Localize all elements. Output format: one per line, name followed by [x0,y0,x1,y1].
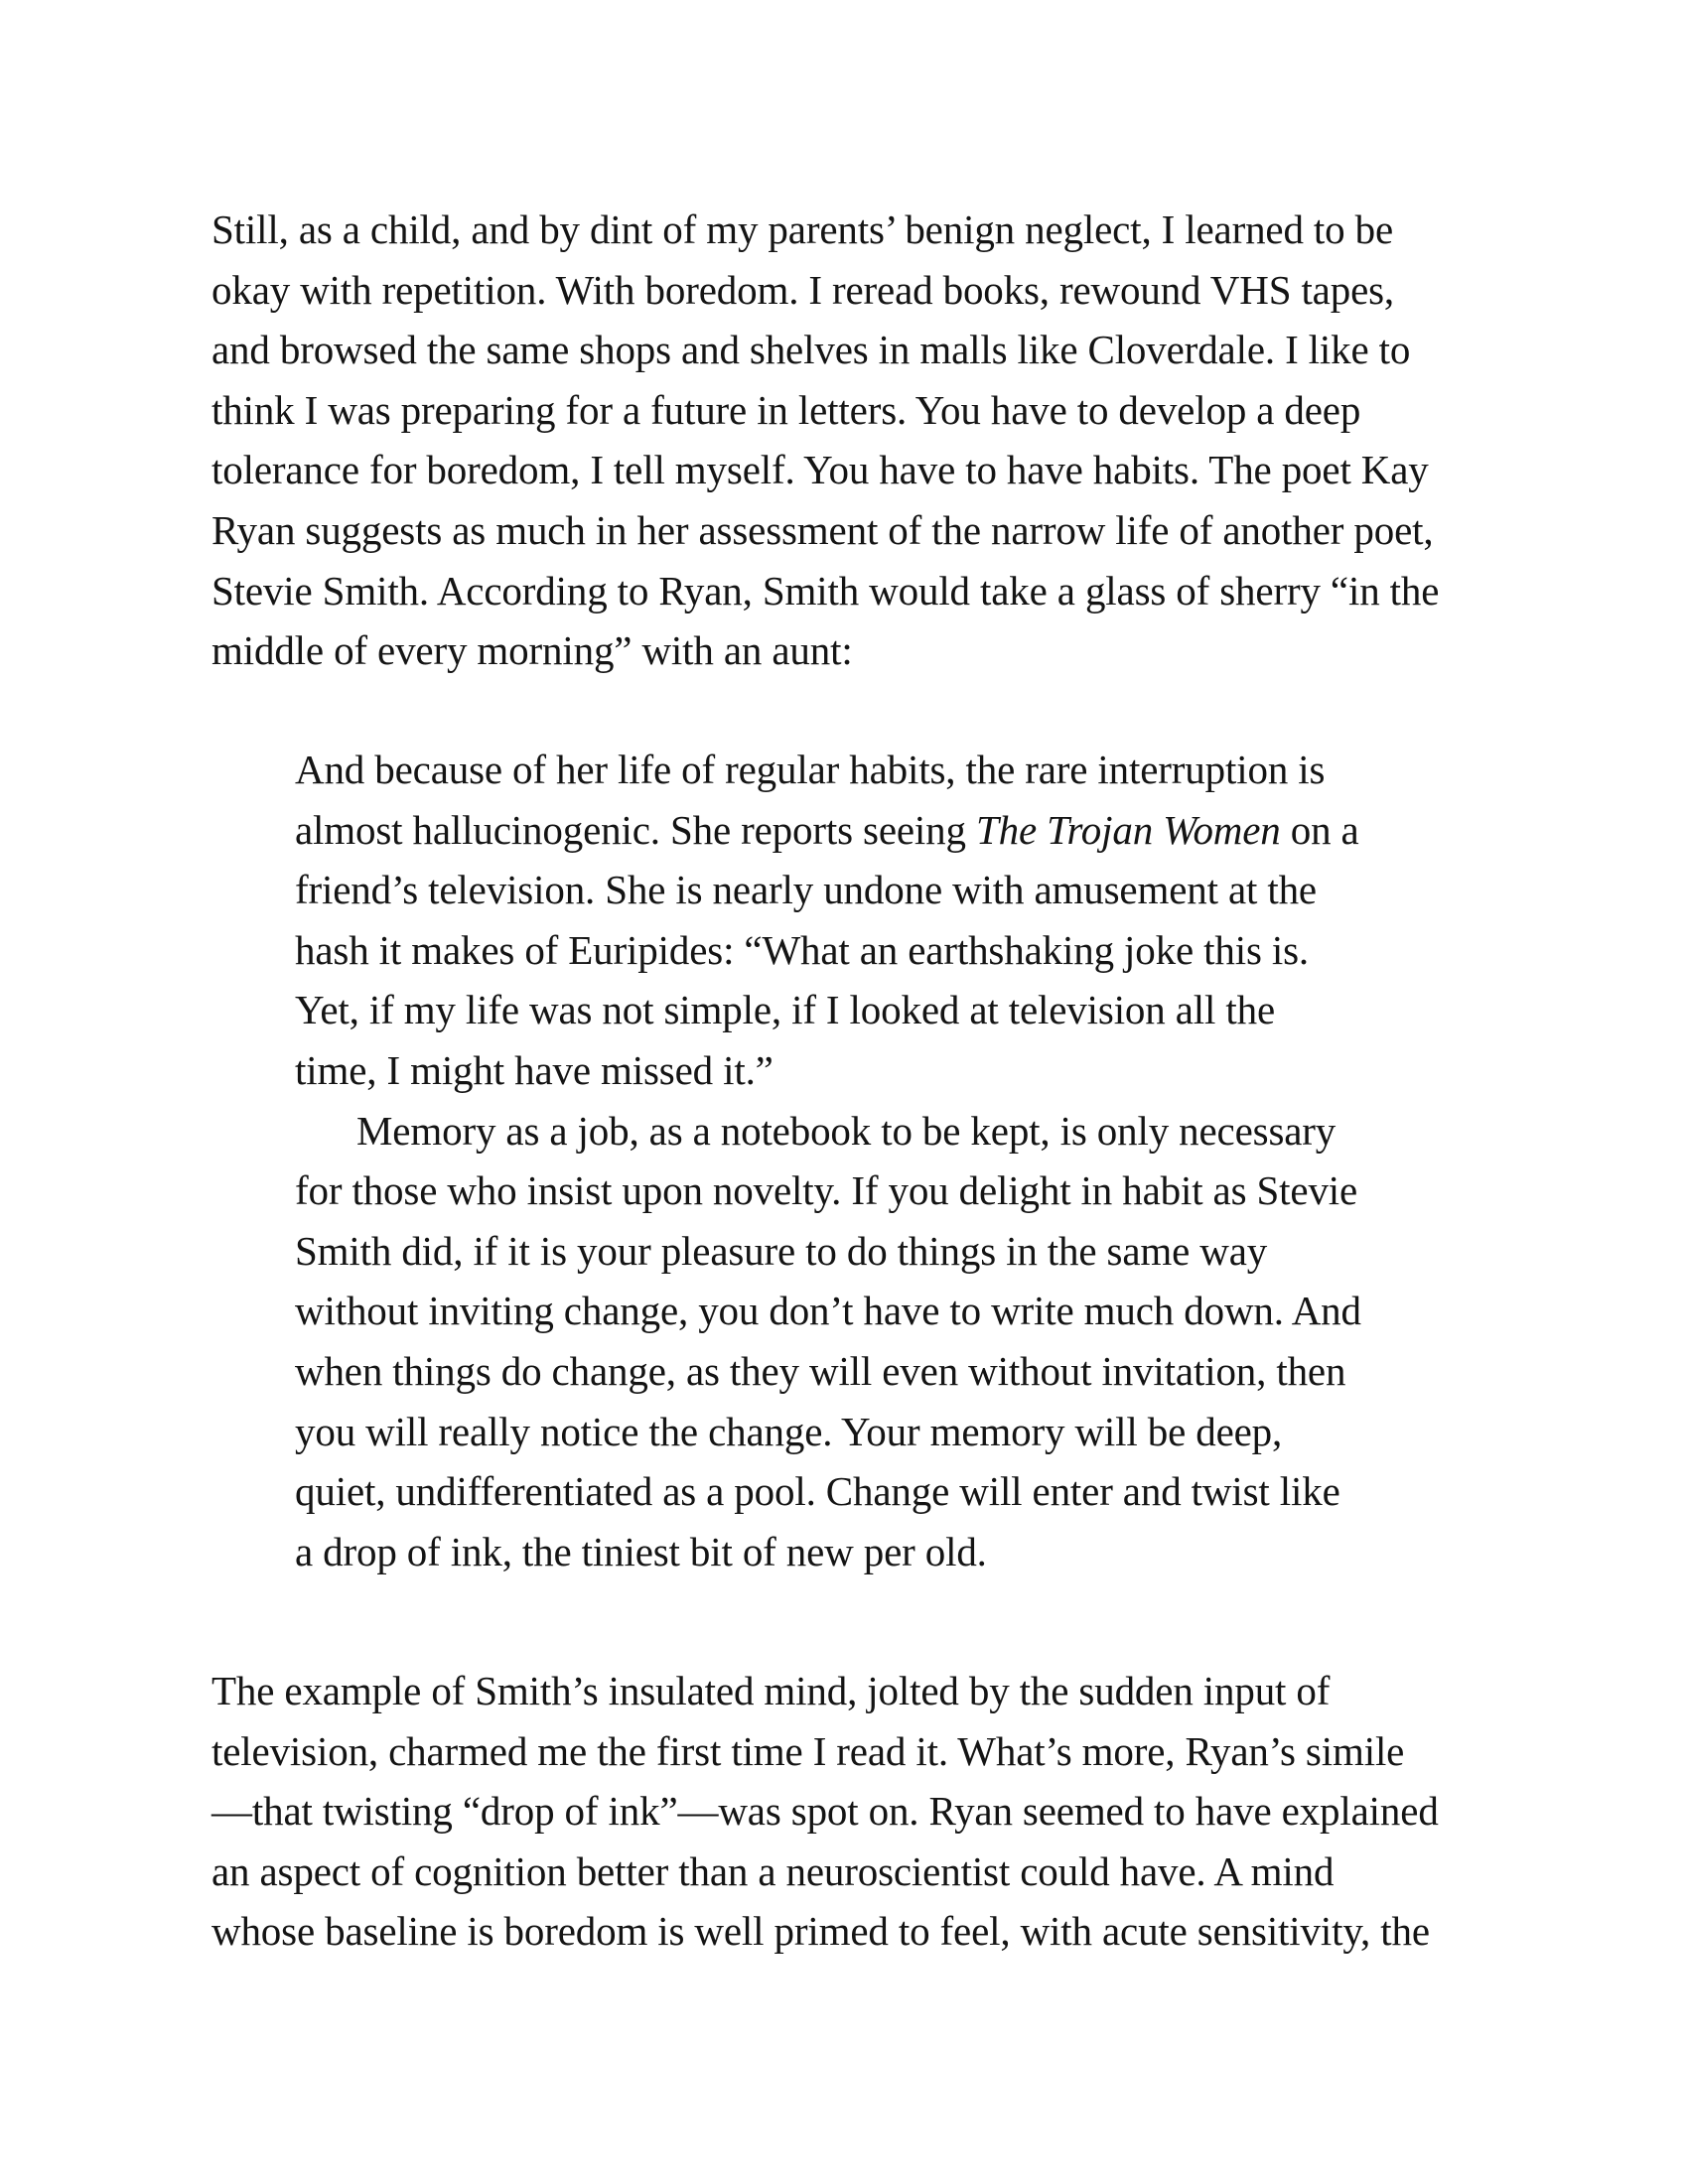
text-line: middle of every morning” with an aunt: [211,627,853,674]
text-line: Ryan suggests as much in her assessment of the narrow life of another poet, [211,506,1434,553]
quote-line: Yet, if my life was not simple, if I looked at television all the [295,987,1276,1033]
quote-line: quiet, undifferentiated as a pool. Change will enter and twist like [295,1468,1340,1515]
text-line: Still, as a child, and by dint of my parents’ benign neglect, I learned to be [211,206,1394,252]
text-line: Stevie Smith. According to Ryan, Smith would take a glass of sherry “in the [211,567,1440,614]
quote-text: almost hallucinogenic. She reports seeing [295,806,976,853]
quote-line [295,800,1447,861]
quote-line: Memory as a job, as a notebook to be kept, is only necessary [356,1107,1336,1154]
text-line: an aspect of cognition better than a neuroscientist could have. A mind [211,1847,1335,1894]
text-line: television, charmed me the first time I read it. What’s more, Ryan’s simile [211,1727,1405,1774]
quote-line: hash it makes of Euripides: “What an earthshaking joke this is. [295,926,1309,973]
block-quote [295,740,1447,1581]
text-line: think I was preparing for a future in letters. You have to develop a deep [211,386,1361,433]
text-line: and browsed the same shops and shelves in malls like Cloverdale. I like to [211,327,1411,373]
text-line: whose baseline is boredom is well primed to feel, with acute sensitivity, the [211,1908,1430,1955]
text-line: tolerance for boredom, I tell myself. You have to have habits. The poet Kay [211,447,1429,493]
quote-line: a drop of ink, the tiniest bit of new per old. [295,1528,987,1574]
quote-line: And because of her life of regular habits, the rare interruption is [295,747,1326,792]
text-line: The example of Smith’s insulated mind, jolted by the sudden input of [211,1668,1331,1713]
quote-line: without inviting change, you don’t have to write much down. And [295,1288,1361,1334]
quote-line: friend’s television. She is nearly undone with amusement at the [295,867,1317,913]
body-paragraph-1 [211,200,1492,681]
italic-title: The Trojan Women [975,806,1281,853]
quote-line: for those who insist upon novelty. If you delight in habit as Stevie [295,1167,1358,1214]
quote-line: when things do change, as they will even without invitation, then [295,1347,1346,1394]
body-paragraph-3 [211,1661,1492,1962]
quote-line: time, I might have missed it.” [295,1046,774,1093]
text-line: —that twisting “drop of ink”—was spot on. Ryan seemed to have explained [211,1788,1439,1835]
quote-text: on a [1280,806,1359,853]
text-line: okay with repetition. With boredom. I reread books, rewound VHS tapes, [211,266,1395,313]
quote-line: you will really notice the change. Your memory will be deep, [295,1408,1283,1454]
quote-line: Smith did, if it is your pleasure to do things in the same way [295,1227,1268,1274]
